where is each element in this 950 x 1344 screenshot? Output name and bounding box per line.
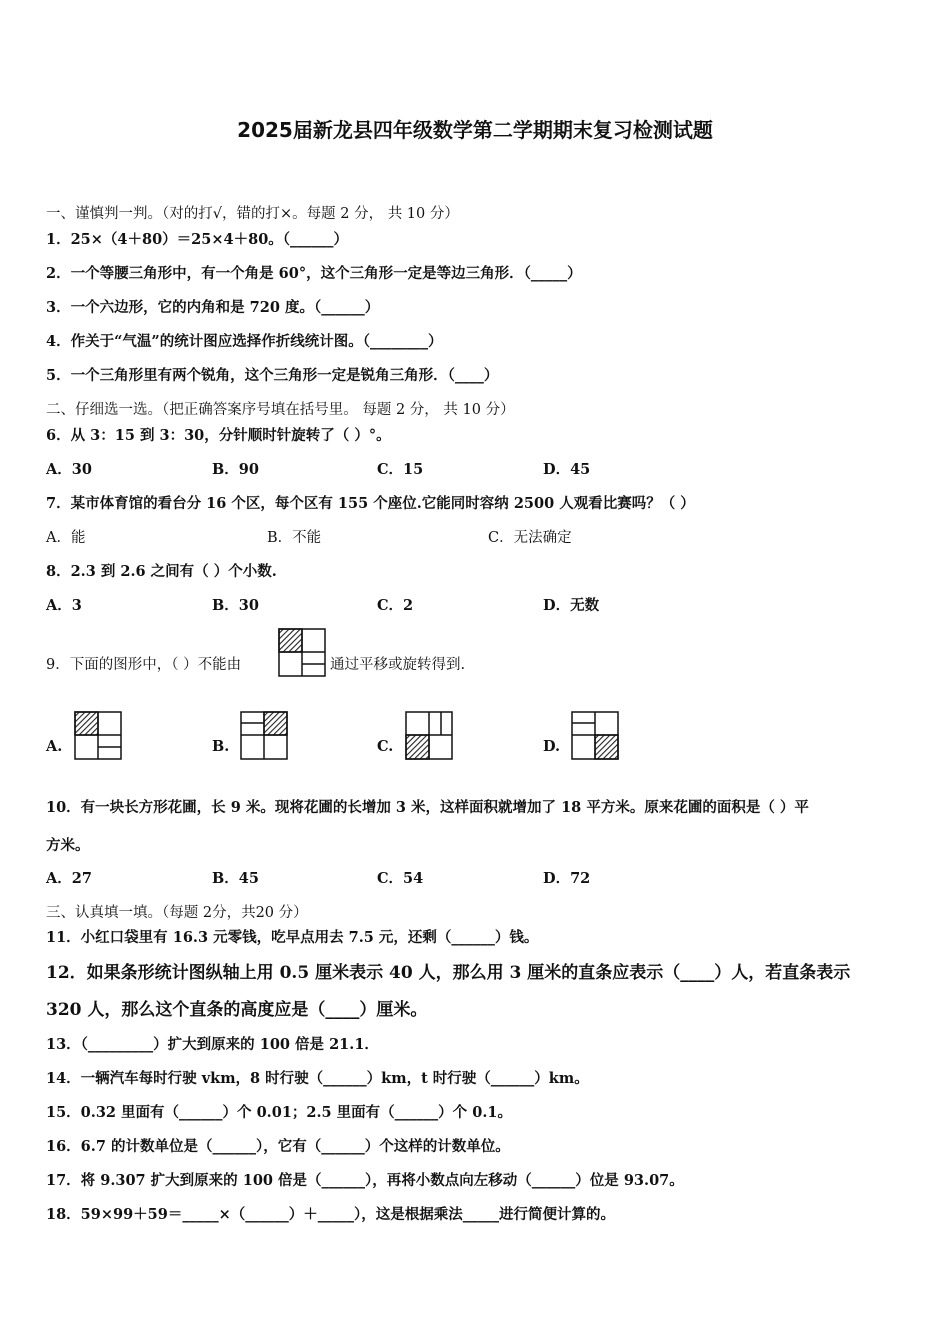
question-2: 2．一个等腰三角形中，有一个角是 60°，这个三角形一定是等边三角形．（_____） (46, 265, 582, 282)
section-2-heading: 二、仔细选一选。（把正确答案序号填在括号里。 每题 2 分， 共 10 分） (46, 402, 515, 418)
question-12-line-2: 320 人，那么这个直条的高度应是（____）厘米。 (46, 1000, 428, 1020)
option-d: D．72 (543, 870, 591, 887)
option-b: B．不能 (267, 530, 322, 546)
question-12-line-1: 12．如果条形统计图纵轴上用 0.5 厘米表示 40 人，那么用 3 厘米的直条应表示（____）人，若直条表示 (46, 963, 851, 983)
option-d: D. (543, 738, 561, 755)
option-c: C．15 (377, 461, 424, 478)
option-d-figure (571, 711, 619, 760)
page-title: 2025届新龙县四年级数学第二学期期末复习检测试题 (237, 118, 713, 142)
question-14: 14．一辆汽车每时行驶 vkm，8 时行驶（______）km，t 时行驶（______）km。 (46, 1070, 589, 1087)
option-c: C．2 (377, 597, 414, 614)
question-7: 7．某市体育馆的看台分 16 个区，每个区有 155 个座位.它能同时容纳 2500 人观看比赛吗？（ ） (46, 495, 695, 512)
option-b: B．90 (212, 461, 259, 478)
question-16: 16．6.7 的计数单位是（______），它有（______）个这样的计数单位。 (46, 1138, 510, 1155)
section-3-heading: 三、认真填一填。（每题 2分，共20 分） (46, 905, 308, 921)
question-9-text-a: 9．下面的图形中，（ ）不能由 (46, 657, 242, 673)
question-9-reference-figure (278, 628, 326, 677)
question-10-line-2: 方米。 (46, 837, 90, 854)
option-a: A．27 (46, 870, 92, 887)
question-10-line-1: 10．有一块长方形花圃，长 9 米。现将花圃的长增加 3 米，这样面积就增加了 18 平方米。原来花圃的面积是（ ）平 (46, 799, 809, 816)
question-18: 18．59×99＋59＝_____×（______）＋_____），这是根据乘法_____进行简便计算的。 (46, 1206, 616, 1223)
option-c-figure (405, 711, 453, 760)
option-a: A. (46, 738, 63, 755)
question-17: 17．将 9.307 扩大到原来的 100 倍是（______），再将小数点向左移动（______）位是 93.07。 (46, 1172, 684, 1189)
option-c: C. (377, 738, 394, 755)
option-a: A．30 (46, 461, 92, 478)
option-a: A．3 (46, 597, 82, 614)
option-a-figure (74, 711, 122, 760)
question-8: 8．2.3 到 2.6 之间有（ ）个小数. (46, 563, 277, 580)
option-b-figure (240, 711, 288, 760)
option-b: B. (212, 738, 230, 755)
option-c: C．无法确定 (488, 530, 572, 546)
option-b: B．30 (212, 597, 259, 614)
question-5: 5．一个三角形里有两个锐角，这个三角形一定是锐角三角形．（____） (46, 367, 499, 384)
question-6: 6．从 3：15 到 3：30，分针顺时针旋转了（ ）°。 (46, 427, 391, 444)
question-9-text-b: 通过平移或旋转得到. (330, 657, 466, 673)
option-b: B．45 (212, 870, 259, 887)
question-15: 15．0.32 里面有（______）个 0.01；2.5 里面有（______）个 0.1。 (46, 1104, 512, 1121)
option-c: C．54 (377, 870, 424, 887)
option-d: D．45 (543, 461, 591, 478)
question-4: 4．作关于“气温”的统计图应选择作折线统计图。（________） (46, 333, 443, 350)
option-d: D．无数 (543, 597, 600, 614)
question-1: 1．25×（4＋80）＝25×4＋80。（______） (46, 231, 349, 248)
question-13: 13．（_________）扩大到原来的 100 倍是 21.1． (46, 1036, 379, 1053)
section-1-heading: 一、谨慎判一判。（对的打√，错的打×。每题 2 分， 共 10 分） (46, 206, 459, 222)
question-3: 3．一个六边形，它的内角和是 720 度。（______） (46, 299, 380, 316)
question-11: 11．小红口袋里有 16.3 元零钱，吃早点用去 7.5 元，还剩（______）钱。 (46, 929, 539, 946)
option-a: A．能 (46, 530, 86, 546)
